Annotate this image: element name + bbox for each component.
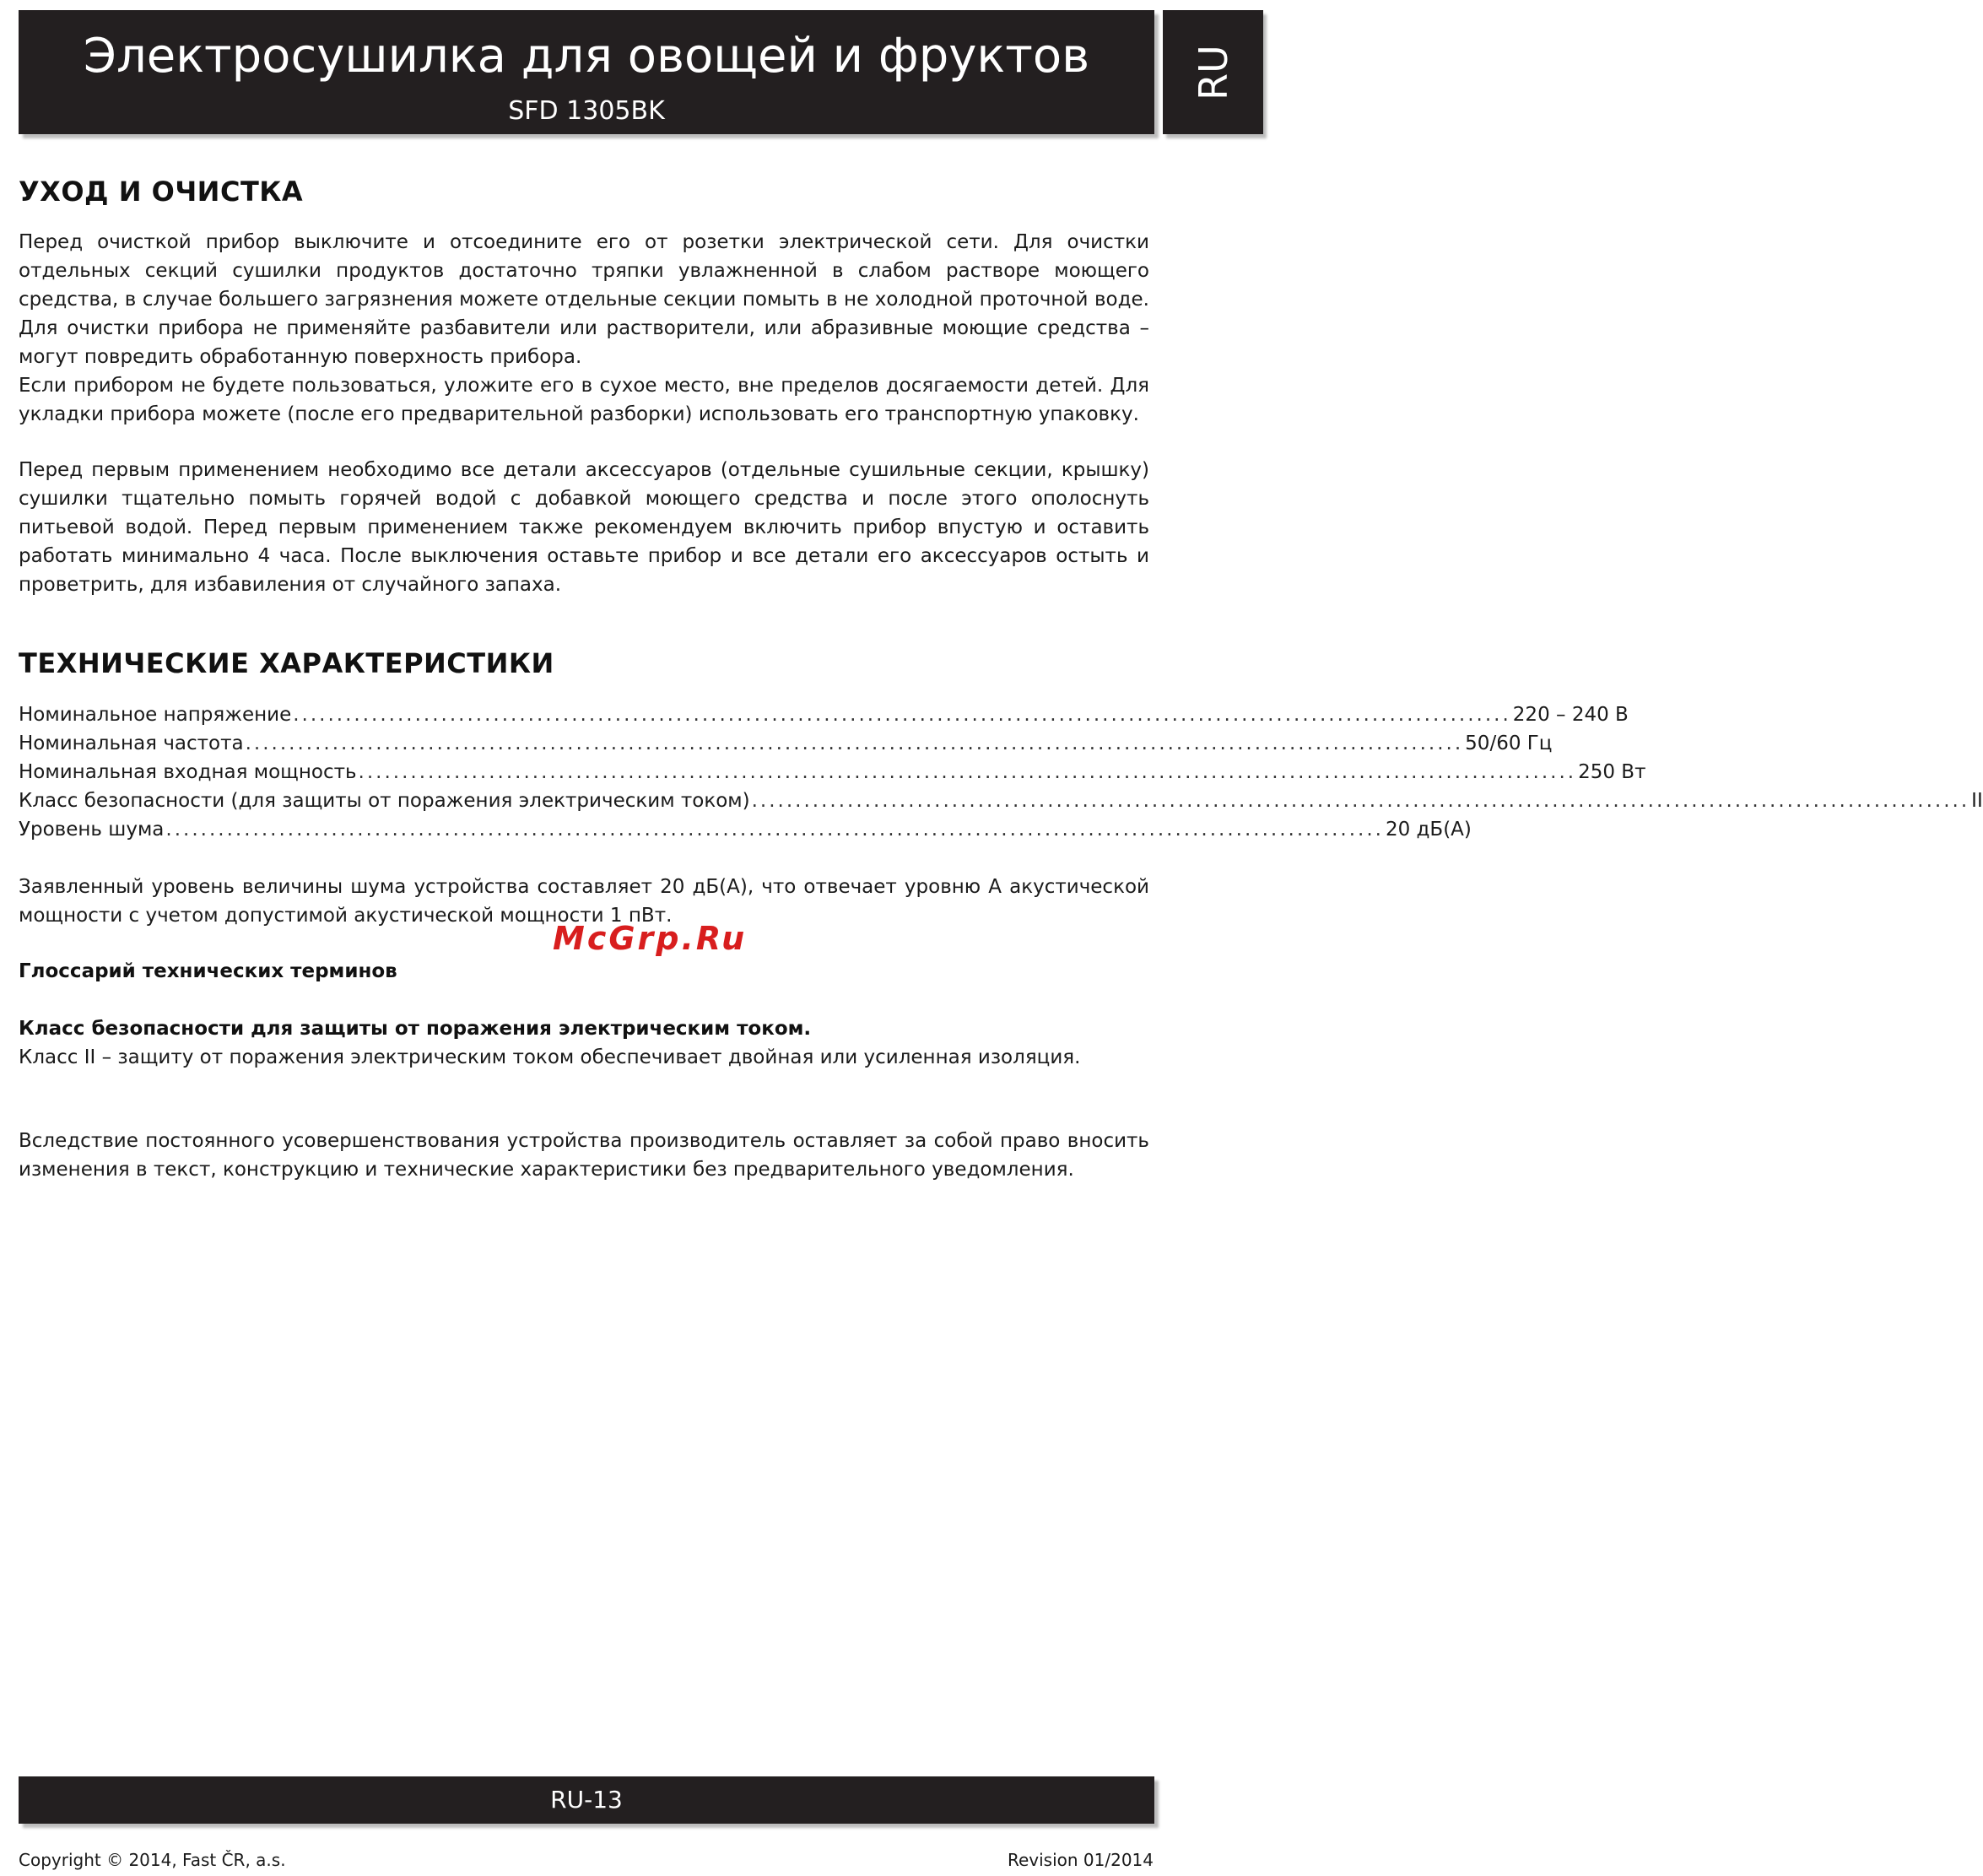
spec-label: Номинальная входная мощность (19, 761, 357, 783)
language-code: RU (1190, 44, 1236, 100)
specs-section-title: ТЕХНИЧЕСКИЕ ХАРАКТЕРИСТИКИ (19, 647, 554, 679)
spec-label: Уровень шума (19, 819, 165, 841)
copyright: Copyright © 2014, Fast ČR, a.s. (19, 1850, 286, 1870)
document-title: Электросушилка для овощей и фруктов (83, 29, 1090, 84)
glossary-term: Класс безопасности для защиты от поражения электрическим током. (19, 1018, 812, 1040)
spec-row-noise (19, 815, 1472, 844)
spec-row-safety-class (19, 787, 1983, 815)
spec-leader-dots: ............................................................................................................................................ (165, 819, 1384, 841)
language-tab (1163, 10, 1263, 134)
watermark: McGrp.Ru (553, 920, 748, 957)
header-bar (19, 10, 1154, 134)
spec-leader-dots: ............................................................................................................................................ (293, 704, 1511, 726)
spec-leader-dots: ............................................................................................................................................ (245, 733, 1464, 754)
spec-value: 220 – 240 В (1512, 704, 1629, 726)
glossary-definition: Класс II – защиту от поражения электрическим током обеспечивает двойная или усиленная изоляция. (19, 1046, 1081, 1068)
spec-row-voltage (19, 700, 1629, 729)
spec-value: 250 Вт (1578, 761, 1646, 783)
page-number: RU-13 (550, 1786, 623, 1814)
care-paragraph-3: Перед первым применением необходимо все детали аксессуаров (отдельные сушильные секции, крышку) сушилки тщательно помыть горячей водой с добавкой моющего средства и после этого ополоснуть питьевой водой. Перед первым применением также рекомендуем включить прибор впустую и оставить работать минимально 4 часа. После выключения оставьте прибор и все детали его аксессуаров остыть и проветрить, для избавиления от случайного запаха. (19, 459, 1149, 596)
spec-label: Номинальное напряжение (19, 704, 292, 726)
noise-note: Заявленный уровень величины шума устройства составляет 20 дБ(A), что отвечает уровню A акустической мощности с учетом допустимой акустической мощности 1 пВт. (19, 876, 1149, 927)
glossary-title: Глоссарий технических терминов (19, 960, 397, 982)
model-number: SFD 1305BK (508, 96, 665, 126)
disclaimer: Вследствие постоянного усовершенствования устройства производитель оставляет за собой право вносить изменения в текст, конструкцию и технические характеристики без предварительного уведомления. (19, 1130, 1149, 1181)
spec-label: Номинальная частота (19, 733, 244, 754)
footer-bar (19, 1776, 1154, 1824)
spec-leader-dots: ............................................................................................................................................ (358, 761, 1577, 783)
spec-value: 50/60 Гц (1465, 733, 1553, 754)
revision: Revision 01/2014 (1007, 1850, 1154, 1870)
spec-row-power (19, 758, 1646, 787)
care-paragraph-2: Если прибором не будете пользоваться, уложите его в сухое место, вне пределов досягаемости детей. Для укладки прибора можете (после его предварительной разборки) использовать его транспортную упаковку. (19, 375, 1149, 425)
spec-leader-dots: ............................................................................................................................................ (751, 790, 1970, 812)
spec-label: Класс безопасности (для защиты от поражения электрическим током) (19, 790, 750, 812)
spec-value: 20 дБ(A) (1385, 819, 1472, 841)
care-paragraph-1: Перед очисткой прибор выключите и отсоедините его от розетки электрической сети. Для очистки отдельных секций сушилки продуктов достаточно тряпки увлажненной в слабом растворе моющего средства, в случае большего загрязнения можете отдельные секции помыть в не холодной проточной воде. Для очистки прибора не применяйте разбавители или растворители, или абразивные моющие средства – могут повредить обработанную поверхность прибора. (19, 231, 1149, 368)
spec-row-frequency (19, 729, 1553, 758)
spec-value: II (1971, 790, 1983, 812)
care-section-title: УХОД И ОЧИСТКА (19, 176, 304, 208)
